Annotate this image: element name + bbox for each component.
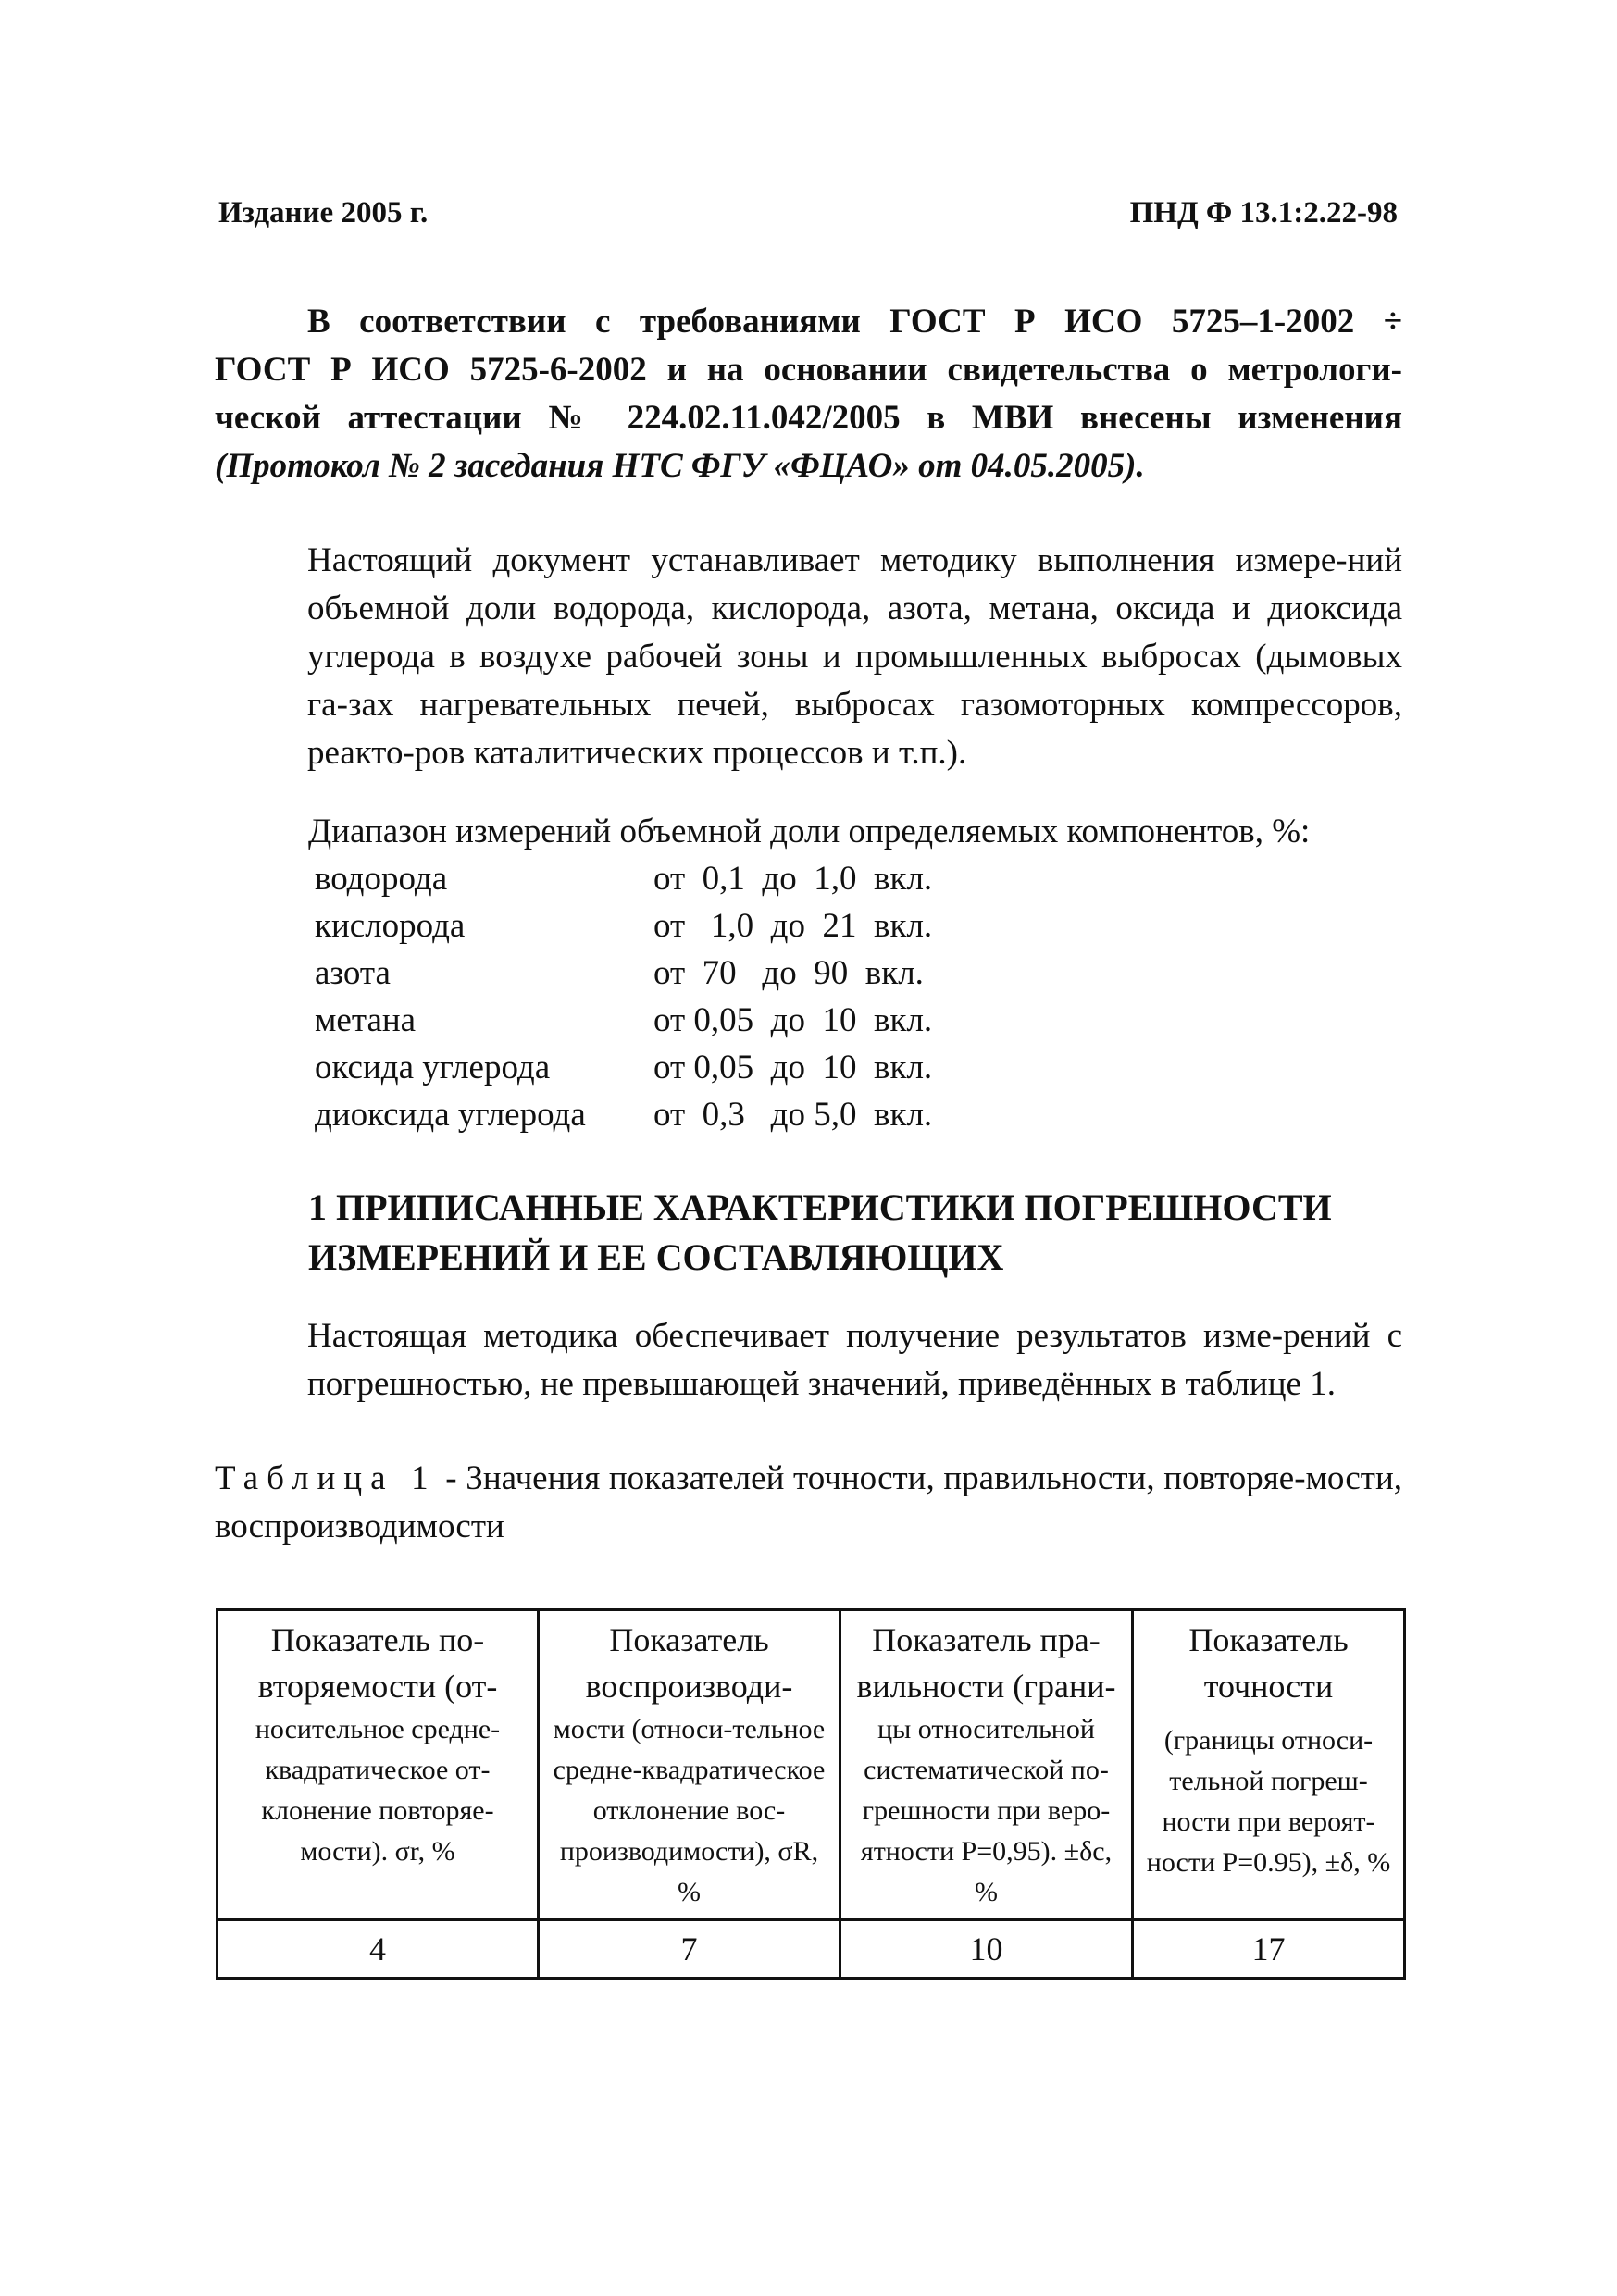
component-name: оксида углерода xyxy=(315,1049,551,1086)
table-label: Таблица 1 xyxy=(215,1459,437,1497)
edition-label: Издание 2005 г. xyxy=(218,196,429,230)
notice-line-1: В соответствии с требованиями ГОСТ Р ИСО 5725–1-2002 ÷ xyxy=(307,303,1402,341)
header-detail: носительное средне-квадратическое от-клонение повторяе-мости). σr, % xyxy=(255,1714,501,1867)
range-row xyxy=(308,997,1310,1044)
table-caption xyxy=(215,1455,1402,1551)
component-range: от 0,3 до 5,0 вкл. xyxy=(653,1096,933,1134)
component-range: от 1,0 до 21 вкл. xyxy=(653,907,933,945)
header-spacer xyxy=(1143,1709,1394,1720)
table-caption-text: - Значения показателей точности, правильности, повторяе-мости, воспроизводимости xyxy=(215,1459,1402,1545)
component-name: метана xyxy=(315,1001,417,1039)
accuracy-table xyxy=(216,1608,1406,1980)
component-name: диоксида углерода xyxy=(315,1096,586,1134)
section-heading: 1 ПРИПИСАННЫЕ ХАРАКТЕРИСТИКИ ПОГРЕШНОСТИ ИЗМЕРЕНИЙ И ЕЕ СОСТАВЛЯЮЩИХ xyxy=(308,1186,1332,1278)
header-cell-accuracy xyxy=(1133,1610,1405,1920)
intro-paragraph xyxy=(215,537,1402,777)
method-paragraph xyxy=(215,1312,1402,1409)
intro-text: Настоящий документ устанавливает методику выполнения измере-ний объемной доли водорода, кислорода, азота, метана, оксида и диоксида углерода в воздухе рабочей зоны и промышленных выбросах (дымовых га-зах нагревательных печей, выбросах газомоторных компрессоров, реакто-ров каталитических процессов и т.п.). xyxy=(307,541,1402,772)
component-name: водорода xyxy=(315,860,448,898)
document-code: ПНД Ф 13.1:2.22-98 xyxy=(1129,196,1398,230)
amendment-notice xyxy=(215,298,1402,490)
header-detail: (границы относи-тельной погреш-ности при вероят-ности P=0.95), ±δ, % xyxy=(1146,1725,1391,1878)
method-text: Настоящая методика обеспечивает получение результатов изме-рений с погрешностью, не превышающей значений, приведённых в таблице 1. xyxy=(307,1317,1402,1403)
notice-line-3: ческой аттестации № 224.02.11.042/2005 в МВИ внесены изменения xyxy=(215,399,1402,437)
header-cell-repeatability xyxy=(218,1610,539,1920)
header-title: Показатель по-вторяемости (от- xyxy=(257,1621,498,1705)
header-title: Показатель воспроизводи- xyxy=(585,1621,793,1705)
value-cell: 10 xyxy=(840,1920,1133,1979)
range-row xyxy=(308,949,1310,997)
header-detail: мости (относи-тельное средне-квадратическое отклонение вос-производимости), σR, % xyxy=(553,1714,826,1907)
component-range: от 0,05 до 10 вкл. xyxy=(653,1001,933,1039)
table-header-row xyxy=(218,1610,1405,1920)
notice-line-4: (Протокол № 2 заседания НТС ФГУ «ФЦАО» от 04.05.2005). xyxy=(215,447,1145,485)
value-cell: 17 xyxy=(1133,1920,1405,1979)
range-row xyxy=(308,855,1310,902)
range-row xyxy=(308,902,1310,949)
component-name: кислорода xyxy=(315,907,466,945)
value-cell: 7 xyxy=(539,1920,840,1979)
value-cell: 4 xyxy=(218,1920,539,1979)
header-cell-trueness xyxy=(840,1610,1133,1920)
header-cell-reproducibility xyxy=(539,1610,840,1920)
component-range: от 70 до 90 вкл. xyxy=(653,954,924,992)
header-title: Показатель точности xyxy=(1188,1621,1349,1705)
component-name: азота xyxy=(315,954,391,992)
table-value-row xyxy=(218,1920,1405,1979)
notice-line-2: ГОСТ Р ИСО 5725-6-2002 и на основании свидетельства о метрологи- xyxy=(215,351,1402,389)
header-detail: цы относительной систематической по-грешности при веро-ятности P=0,95). ±δc, % xyxy=(860,1714,1113,1907)
component-range: от 0,1 до 1,0 вкл. xyxy=(653,860,933,898)
range-row xyxy=(308,1044,1310,1091)
component-range: от 0,05 до 10 вкл. xyxy=(653,1049,933,1086)
measurement-range xyxy=(308,808,1310,1138)
header-title: Показатель пра-вильности (грани- xyxy=(856,1621,1116,1705)
range-row xyxy=(308,1091,1310,1138)
range-title: Диапазон измерений объемной доли определяемых компонентов, %: xyxy=(308,813,1311,850)
